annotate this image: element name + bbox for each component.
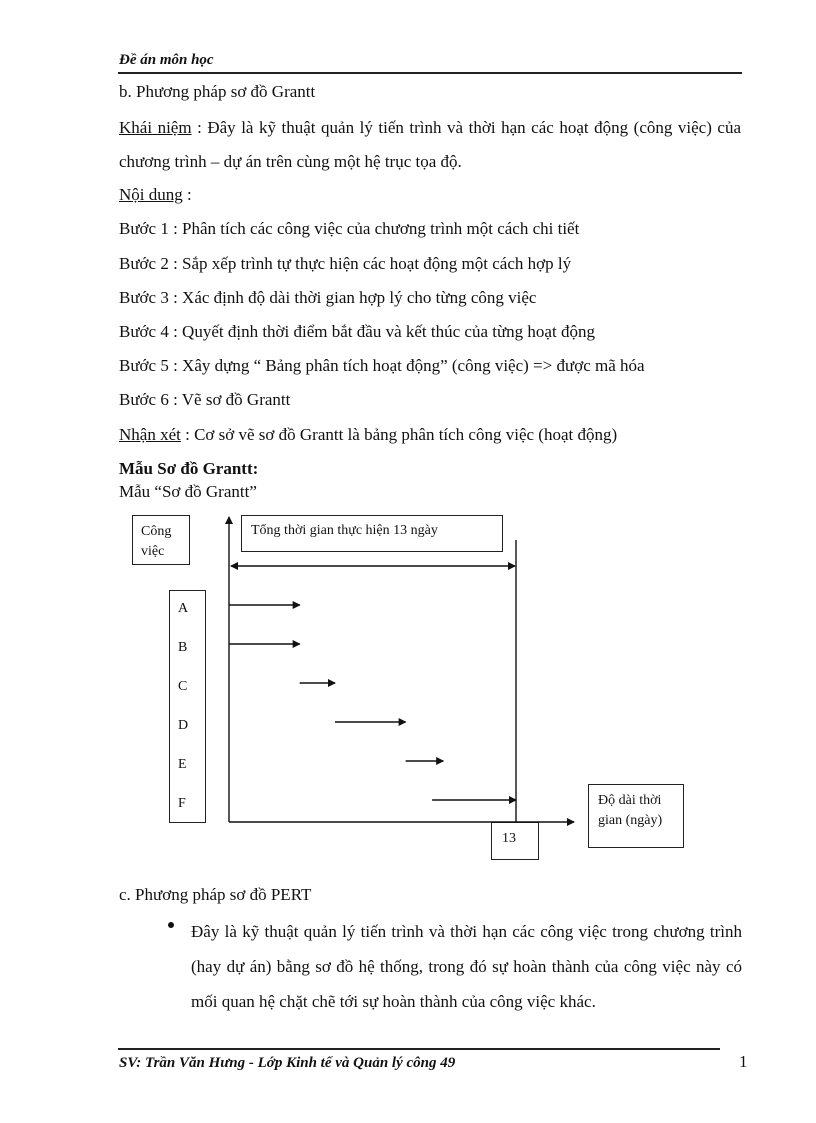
footer-text: SV: Trần Văn Hưng - Lớp Kinh tế và Quản lý công 49	[119, 1055, 456, 1071]
task-label-c: C	[178, 679, 188, 694]
y-axis-label: Công việc	[141, 524, 172, 559]
task-label-d: D	[178, 718, 189, 733]
remark-label: Nhận xét	[119, 425, 181, 444]
footer-divider	[118, 1048, 720, 1050]
bullet-icon	[168, 922, 174, 928]
step-4: Bước 4 : Quyết định thời điểm bắt đầu và kết thúc của từng hoạt động	[119, 322, 595, 341]
content-colon: :	[182, 185, 192, 204]
concept-text: : Đây là kỹ thuật quản lý tiến trình và thời hạn các hoạt động (công việc) của chương trình – dự án trên cùng một hệ trục tọa độ.	[119, 118, 741, 171]
page-number: 1	[739, 1052, 748, 1071]
end-day-label: 13	[502, 831, 516, 846]
page-header-title: Đề án môn học	[119, 52, 214, 68]
template-subheading: Mẫu “Sơ đồ Grantt”	[119, 482, 257, 501]
step-2: Bước 2 : Sắp xếp trình tự thực hiện các hoạt động một cách hợp lý	[119, 254, 572, 273]
step-1: Bước 1 : Phân tích các công việc của chương trình một cách chi tiết	[119, 219, 580, 238]
section-b-heading: b. Phương pháp sơ đồ Grantt	[119, 82, 316, 101]
remark-text: : Cơ sở vẽ sơ đồ Grantt là bảng phân tích công việc (hoạt động)	[180, 425, 618, 444]
task-label-f: F	[178, 796, 186, 811]
section-c-heading: c. Phương pháp sơ đồ PERT	[119, 885, 312, 904]
total-time-label: Tổng thời gian thực hiện 13 ngày	[251, 523, 438, 538]
x-axis-label: Độ dài thời gian (ngày)	[598, 793, 663, 828]
pert-bullet-text: Đây là kỹ thuật quản lý tiến trình và thời hạn các công việc trong chương trình (hay dự án) bằng sơ đồ hệ thống, trong đó sự hoàn thành của công việc này có mối quan hệ chặt chẽ tới sự hoàn thành của công việc khác.	[191, 922, 742, 1011]
step-6: Bước 6 : Vẽ sơ đồ Grantt	[119, 390, 291, 409]
template-heading: Mẫu Sơ đồ Grantt:	[119, 459, 259, 478]
content-label: Nội dung	[119, 185, 183, 204]
task-label-e: E	[178, 757, 187, 772]
step-5: Bước 5 : Xây dựng “ Bảng phân tích hoạt động” (công việc) => được mã hóa	[119, 356, 645, 375]
concept-label: Khái niệm	[119, 118, 192, 137]
task-label-b: B	[178, 640, 188, 655]
step-3: Bước 3 : Xác định độ dài thời gian hợp lý cho từng công việc	[119, 288, 537, 307]
task-label-a: A	[178, 601, 189, 616]
